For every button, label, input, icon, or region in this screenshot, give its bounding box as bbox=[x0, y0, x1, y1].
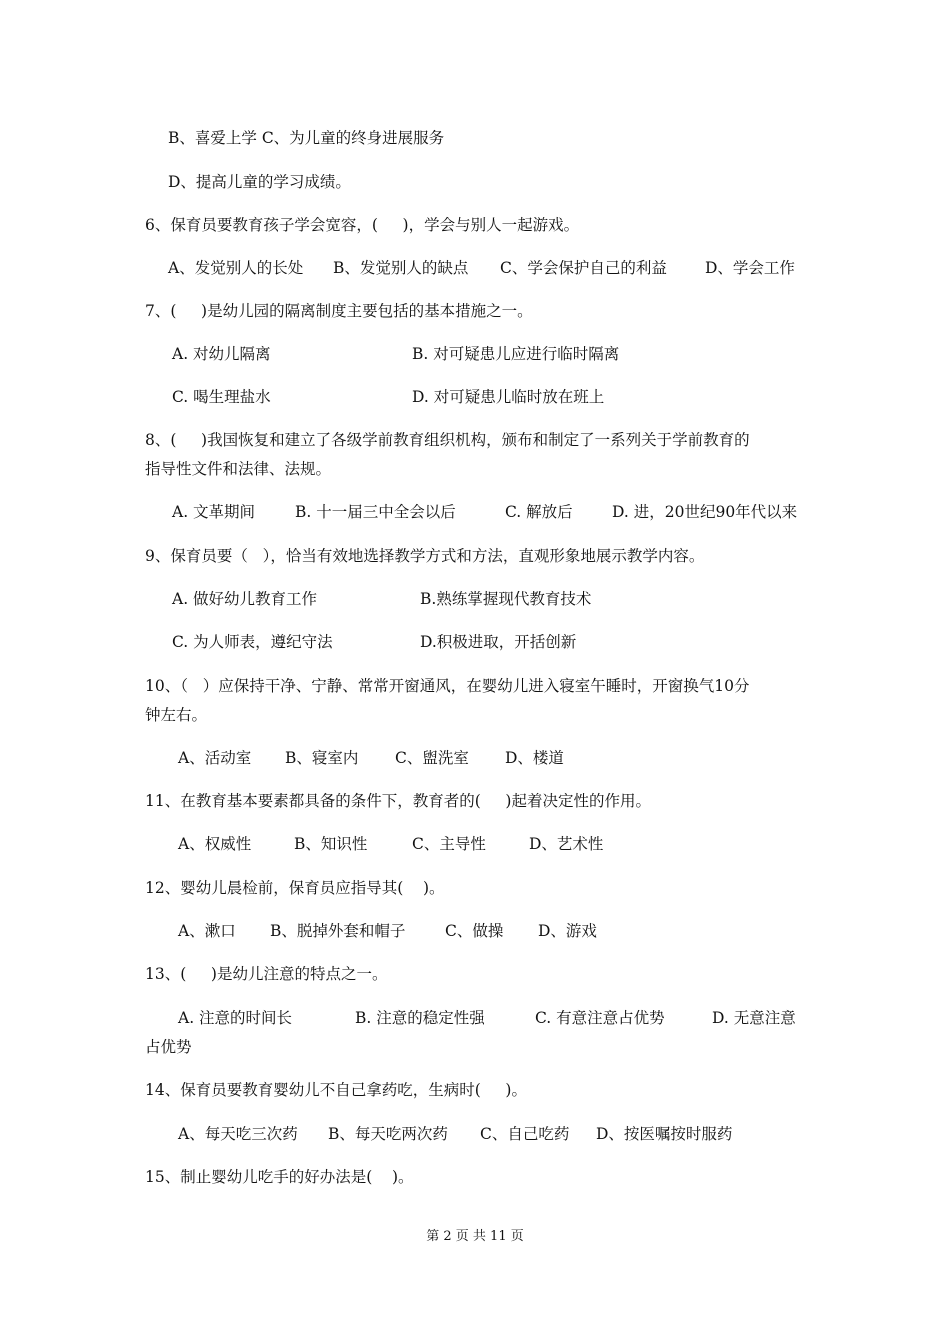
option-b: B、脱掉外套和帽子 bbox=[270, 922, 406, 940]
option-a: A. 做好幼儿教育工作 bbox=[172, 590, 318, 608]
question-8: 8、( )我国恢复和建立了各级学前教育组织机构，颁布和制定了一系列关于学前教育的 bbox=[145, 431, 750, 449]
question-11: 11、在教育基本要素都具备的条件下，教育者的( )起着决定性的作用。 bbox=[145, 792, 651, 810]
option-c: C. 为人师表，遵纪守法 bbox=[172, 633, 333, 651]
option-a: A. 文革期间 bbox=[172, 503, 256, 521]
option-line: D、提高儿童的学习成绩。 bbox=[168, 173, 351, 191]
option-line: B、喜爱上学 C、为儿童的终身进展服务 bbox=[168, 129, 445, 147]
option-a: A、每天吃三次药 bbox=[178, 1125, 298, 1143]
question-14: 14、保育员要教育婴幼儿不自己拿药吃，生病时( )。 bbox=[145, 1081, 527, 1099]
option-d: D. 对可疑患儿临时放在班上 bbox=[412, 388, 605, 406]
option-a: A. 注意的时间长 bbox=[178, 1009, 293, 1027]
option-b: B、知识性 bbox=[294, 835, 368, 853]
option-a: A、活动室 bbox=[178, 749, 252, 767]
option-c: C、盥洗室 bbox=[395, 749, 469, 767]
option-d: D. 无意注意 bbox=[712, 1009, 796, 1027]
question-8-cont: 指导性文件和法律、法规。 bbox=[145, 460, 332, 478]
option-b: B.熟练掌握现代教育技术 bbox=[420, 590, 592, 608]
option-c: C、做操 bbox=[445, 922, 504, 940]
option-b: B、寝室内 bbox=[285, 749, 359, 767]
option-b: B. 十一届三中全会以后 bbox=[295, 503, 456, 521]
question-12: 12、婴幼儿晨检前，保育员应指导其( )。 bbox=[145, 879, 445, 897]
question-10-cont: 钟左右。 bbox=[145, 706, 208, 724]
question-13: 13、( )是幼儿注意的特点之一。 bbox=[145, 965, 388, 983]
option-b: B. 注意的稳定性强 bbox=[355, 1009, 485, 1027]
page-footer: 第 2 页 共 11 页 bbox=[426, 1229, 524, 1244]
option-a: A、权威性 bbox=[178, 835, 252, 853]
option-a: A. 对幼儿隔离 bbox=[172, 345, 271, 363]
question-6: 6、保育员要教育孩子学会宽容，( )，学会与别人一起游戏。 bbox=[145, 216, 580, 234]
option-b: B、每天吃两次药 bbox=[328, 1125, 448, 1143]
option-d: D、按医嘱按时服药 bbox=[596, 1125, 733, 1143]
question-15: 15、制止婴幼儿吃手的好办法是( )。 bbox=[145, 1168, 414, 1186]
option-d: D、学会工作 bbox=[705, 259, 795, 277]
option-d-cont: 占优势 bbox=[145, 1038, 192, 1056]
question-9: 9、保育员要（ ），恰当有效地选择教学方式和方法，直观形象地展示教学内容。 bbox=[145, 547, 705, 565]
option-a: A、发觉别人的长处 bbox=[168, 259, 304, 277]
option-c: C. 喝生理盐水 bbox=[172, 388, 271, 406]
option-d: D、游戏 bbox=[538, 922, 597, 940]
option-c: C、学会保护自己的利益 bbox=[500, 259, 667, 277]
option-b: B、发觉别人的缺点 bbox=[333, 259, 469, 277]
option-b: B. 对可疑患儿应进行临时隔离 bbox=[412, 345, 620, 363]
option-d: D. 进，20世纪90年代以来 bbox=[612, 503, 798, 521]
option-c: C. 有意注意占优势 bbox=[535, 1009, 665, 1027]
option-d: D、楼道 bbox=[505, 749, 564, 767]
option-c: C、主导性 bbox=[412, 835, 486, 853]
option-d: D、艺术性 bbox=[529, 835, 604, 853]
question-10: 10、（ ）应保持干净、宁静、常常开窗通风，在婴幼儿进入寝室午睡时，开窗换气10分 bbox=[145, 677, 750, 695]
option-a: A、漱口 bbox=[178, 922, 236, 940]
question-7: 7、( )是幼儿园的隔离制度主要包括的基本措施之一。 bbox=[145, 302, 533, 320]
option-c: C、自己吃药 bbox=[480, 1125, 570, 1143]
option-d: D.积极进取，开括创新 bbox=[420, 633, 577, 651]
option-c: C. 解放后 bbox=[505, 503, 573, 521]
